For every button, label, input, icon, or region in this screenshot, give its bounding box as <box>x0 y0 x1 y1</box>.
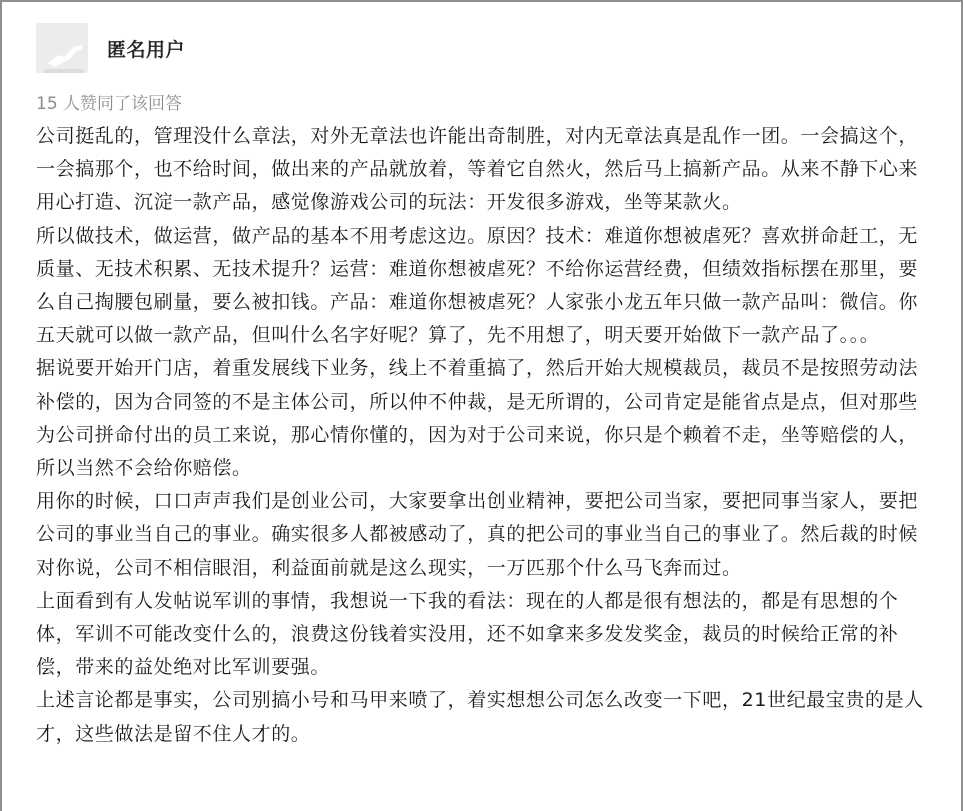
answer-paragraph: 所以做技术，做运营，做产品的基本不用考虑这边。原因？技术：难道你想被虐死？喜欢拼命赶工，无质量、无技术积累、无技术提升？运营：难道你想被虐死？不给你运营经费，但绩效指标摆在那里，要么自己掏腰包刷量，要么被扣钱。产品：难道你想被虐死？人家张小龙五年只做一款产品叫：微信。你五天就可以做一款产品，但叫什么名字好呢？算了，先不用想了，明天要开始做下一款产品了。。。 <box>36 224 919 347</box>
author-name[interactable]: 匿名用户 <box>107 39 186 61</box>
answer-paragraph: 上面看到有人发帖说军训的事情，我想说一下我的看法：现在的人都是很有想法的，都是有思想的个体，军训不可能改变什么的，浪费这份钱着实没用，还不如拿来多发发奖金，裁员的时候给正常的补偿，带来的益处绝对比军训要强。 <box>36 589 899 679</box>
answer-paragraph: 据说要开始开门店，着重发展线下业务，线上不着重搞了，然后开始大规模裁员，裁员不是按照劳动法补偿的，因为合同签的不是主体公司，所以仲不仲裁，是无所谓的，公司肯定是能省点是点，但对那些为公司拼命付出的员工来说，那心情你懂的，因为对于公司来说，你只是个赖着不走，坐等赔偿的人，所以当然不会给你赔偿。 <box>36 357 919 480</box>
answer-paragraph: 上述言论都是事实，公司别搞小号和马甲来喷了，着实想想公司怎么改变一下吧，21世纪最宝贵的是人才，这些做法是留不住人才的。 <box>36 689 924 745</box>
answer-content <box>36 120 931 751</box>
answer-paragraph: 用你的时候，口口声声我们是创业公司，大家要拿出创业精神，要把公司当家，要把同事当家人，要把公司的事业当自己的事业。确实很多人都被感动了，真的把公司的事业当自己的事业了。然后裁的时候对你说，公司不相信眼泪，利益面前就是这么现实，一万匹那个什么马飞奔而过。 <box>36 490 919 579</box>
author-row <box>24 2 939 84</box>
avatar[interactable] <box>36 23 88 73</box>
answer-paragraph: 公司挺乱的，管理没什么章法，对外无章法也许能出奇制胜，对内无章法真是乱作一团。一会搞这个，一会搞那个，也不给时间，做出来的产品就放着，等着它自然火，然后马上搞新产品。从来不静下心来用心打造、沉淀一款产品，感觉像游戏公司的玩法：开发很多游戏，坐等某款火。 <box>36 125 919 214</box>
anonymous-avatar-icon <box>44 33 84 73</box>
answer-card <box>24 2 939 745</box>
vote-count: 15 人赞同了该回答 <box>36 94 183 114</box>
